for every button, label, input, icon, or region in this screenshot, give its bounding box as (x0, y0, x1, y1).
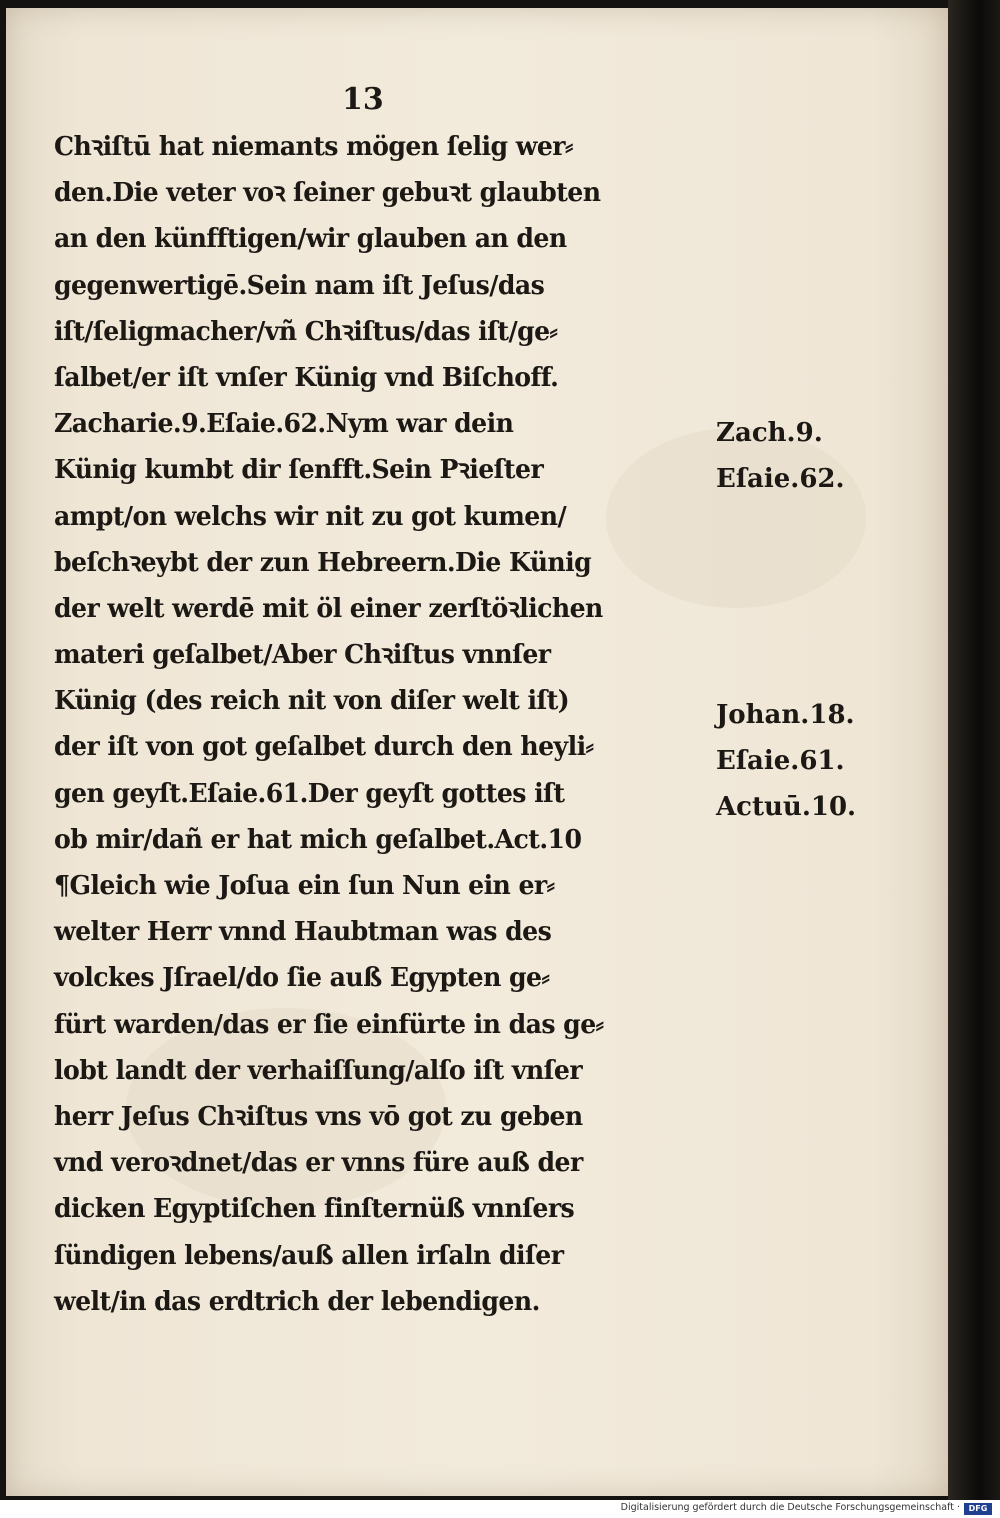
text-line: an den künfftigen/wir glauben an den (54, 223, 567, 255)
marginal-reference: Eſaie.62. (716, 464, 845, 494)
text-line: fürt warden/das er ſie einfürte in das ge⸗ (54, 1008, 604, 1040)
page-number: 13 (342, 82, 384, 117)
marginal-reference: Eſaie.61. (716, 746, 845, 776)
text-line: volckes Jſrael/do ſie auß Egypten ge⸗ (54, 962, 550, 994)
text-line: iſt/ſeligmacher/vñ Chꝛiſtus/das iſt/ge⸗ (54, 315, 558, 347)
marginal-reference: Zach.9. (716, 418, 823, 448)
text-line: beſchꝛeybt der zun Hebreern.Die Künig (54, 546, 592, 578)
funding-credit: Digitalisierung gefördert durch die Deutsche Forschungsgemeinschaft · (620, 1502, 960, 1513)
text-line: ſündigen lebens/auß allen irſaln diſer (54, 1239, 564, 1271)
text-line: ſalbet/er iſt vnſer Künig vnd Biſchoff. (54, 361, 559, 393)
text-line: Chꝛiſtū hat niemants mögen ſelig wer⸗ (54, 131, 573, 162)
marginal-reference: Actuū.10. (716, 792, 857, 822)
main-text-block (54, 124, 632, 1325)
text-line: vnd veroꝛdnet/das er vnns füre auß der (54, 1147, 583, 1179)
text-line: Zacharie.9.Eſaie.62.Nym war dein (54, 408, 514, 440)
text-line: Künig (des reich nit von diſer welt iſt) (54, 685, 570, 717)
text-line: dicken Egyptiſchen finſternüß vnnſers (54, 1193, 575, 1225)
text-line: lobt landt der verhaiſſung/alſo iſt vnſer (54, 1054, 583, 1086)
text-line: den.Die veter voꝛ ſeiner gebuꝛt glaubten (54, 177, 601, 209)
text-line: gegenwertigē.Sein nam iſt Jeſus/das (54, 269, 545, 301)
text-line: ampt/on welchs wir nit zu got kumen/ (54, 500, 567, 532)
text-line: der iſt von got geſalbet durch den heyli⸗ (54, 731, 594, 763)
text-line: ob mir/dañ er hat mich geſalbet.Act.10 (54, 823, 582, 855)
dfg-logo: DFG (964, 1503, 992, 1515)
text-line: welter Herr vnnd Haubtman was des (54, 916, 552, 948)
page-edge (948, 0, 1000, 1500)
text-line: ¶Gleich wie Joſua ein ſun Nun ein er⸗ (54, 870, 555, 901)
text-line: welt/in das erdtrich der lebendigen. (54, 1285, 540, 1317)
digitization-footer (0, 1500, 1000, 1518)
text-line: Künig kumbt dir ſenfft.Sein Pꝛieſter (54, 454, 544, 486)
text-line: materi geſalbet/Aber Chꝛiſtus vnnſer (54, 639, 551, 671)
marginal-reference: Johan.18. (716, 700, 855, 730)
text-line: herr Jeſus Chꝛiſtus vns vō got zu geben (54, 1100, 583, 1132)
text-line: gen geyſt.Eſaie.61.Der geyſt gottes iſt (54, 777, 565, 809)
text-line: der welt werdē mit öl einer zerſtöꝛlichen (54, 592, 603, 624)
